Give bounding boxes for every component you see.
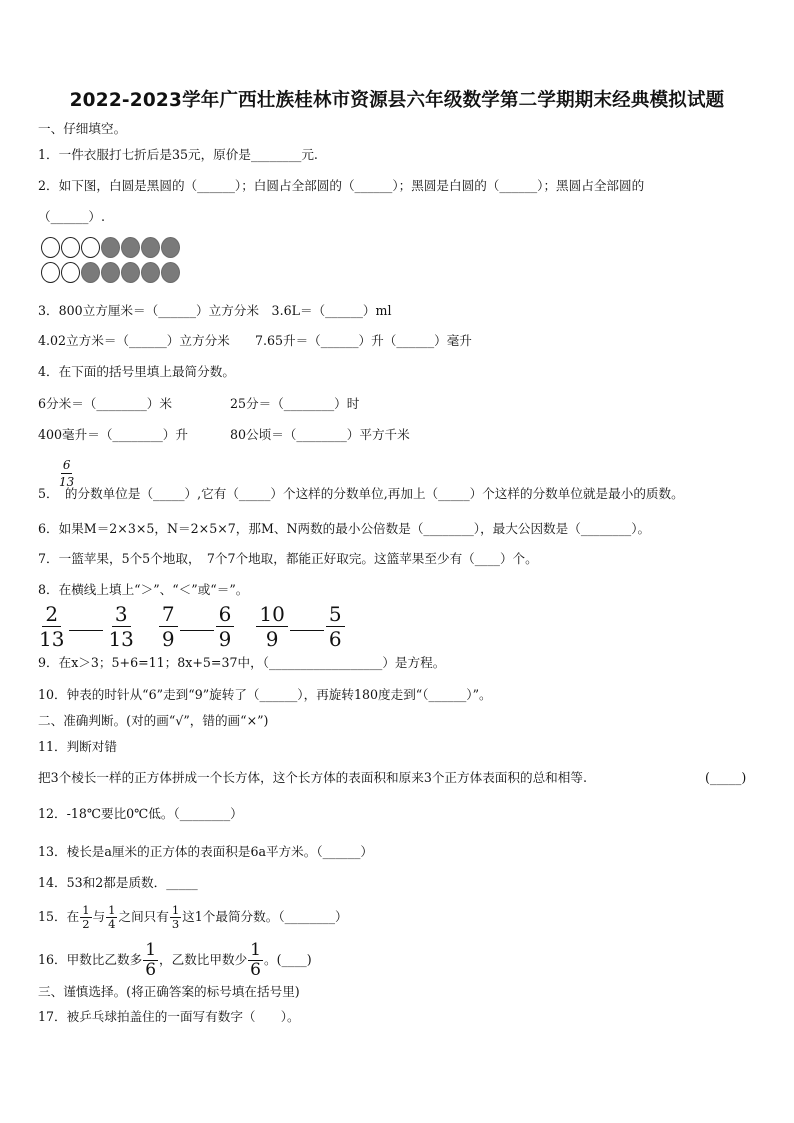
section-1-heading: 一、仔细填空。 [38,121,127,136]
question-4-item-1: 6分米＝（________）米 [38,396,172,411]
question-12: 12．-18℃要比0℃低。（________） [38,806,243,821]
black-circle [121,237,140,258]
black-circle [121,262,140,283]
white-circle [61,237,80,258]
fraction: 3 13 [108,602,134,651]
question-9: 9．在x＞3；5+6=11；8x+5=37中，（__________________）是方程。 [38,655,446,670]
white-circle [81,237,100,258]
answer-blank[interactable] [290,630,324,631]
black-circle [101,237,120,258]
question-4-item-4: 80公顷＝（________）平方千米 [230,427,410,442]
black-circle [81,262,100,283]
answer-blank[interactable] [69,630,103,631]
fraction: 5 6 [326,604,345,649]
question-2-line-1: 2．如下图，白圆是黑圆的（______）；白圆占全部圆的（______）；黑圆是白圆的（______）；黑圆占全部圆的 [38,178,645,193]
black-circle [141,237,160,258]
fraction: $\frac{1}{3}$ [171,902,180,931]
question-3: 3．800立方厘米＝（______）立方分米 3.6L＝（______）ml [38,303,392,318]
question-10: 10．钟表的时针从“6”走到“9”旋转了（______），再旋转180度走到“（______）”。 [38,687,492,702]
question-6: 6．如果M＝2×3×5，N＝2×5×7，那M、N两数的最小公倍数是（________），最大公因数是（________）。 [38,521,651,536]
question-4-item-2: 25分＝（________）时 [230,396,360,411]
fraction: $\frac{1}{6}$ [250,940,261,980]
black-circle [101,262,120,283]
question-2-line-2: （______）. [38,209,105,224]
question-11-answer: (_____) [705,770,747,785]
question-4: 4．在下面的括号里填上最简分数。 [38,364,235,379]
section-3-heading: 三、谨慎选择。(将正确答案的标号填在括号里) [38,984,300,999]
answer-blank[interactable] [180,630,214,631]
fraction: 10 9 [256,604,287,649]
question-11-statement: 把3个棱长一样的正方体拼成一个长方体，这个长方体的表面积和原来3个正方体表面积的总和相等. [38,770,587,785]
fraction: 6 9 [216,604,235,649]
circle-figure [41,237,180,287]
question-5: 5． 的分数单位是（_____）,它有（_____）个这样的分数单位,再加上（_____）个这样的分数单位就是最小的质数。 [38,486,684,501]
question-14: 14．53和2都是质数．_____ [38,875,198,890]
question-16: 16．甲数比乙数多 $\frac{1}{6}$ ，乙数比甲数少 $\frac{1}{6}$ 。(____) [38,940,312,980]
fraction-numerator: 6 [62,458,71,472]
circle-row-1 [41,237,180,258]
white-circle [41,262,60,283]
question-8-comparisons [36,604,345,649]
question-4-item-3: 400毫升＝（________）升 [38,427,188,442]
circle-row-2 [41,262,180,283]
fraction: 2 13 [39,602,65,651]
fraction: 7 9 [159,604,178,649]
black-circle [161,237,180,258]
section-2-heading: 二、准确判断。(对的画“√”，错的画“×”) [38,713,269,728]
fraction: $\frac{1}{6}$ [145,940,157,980]
fraction: $\frac{1}{2}$ [82,902,90,931]
question-17: 17．被乒乓球拍盖住的一面写有数字（ ）。 [38,1009,300,1024]
page-title: 2022-2023学年广西壮族桂林市资源县六年级数学第二学期期末经典模拟试题 [69,90,725,111]
question-15: 15．在 $\frac{1}{2}$ 与 $\frac{1}{4}$ 之间只有 $\frac{1}{3}$ 这1个最简分数。（________） [38,902,348,931]
white-circle [41,237,60,258]
fraction: $\frac{1}{4}$ [108,902,116,931]
question-11: 11．判断对错 [38,739,117,754]
fraction-denominator: 13 [59,475,75,489]
question-8: 8．在横线上填上“＞”、“＜”或“＝”。 [38,582,249,597]
question-1: 1．一件衣服打七折后是35元，原价是________元. [38,147,318,162]
question-13: 13．棱长是a厘米的正方体的表面积是6a平方米。（______） [38,844,374,859]
black-circle [141,262,160,283]
black-circle [161,262,180,283]
question-3-line-2: 4.02立方米＝（______）立方分米 7.65升＝（______）升（______）毫升 [38,333,472,348]
question-5-fraction [57,459,76,488]
white-circle [61,262,80,283]
question-7: 7．一篮苹果，5个5个地取， 7个7个地取，都能正好取完。这篮苹果至少有（____）个。 [38,551,538,566]
